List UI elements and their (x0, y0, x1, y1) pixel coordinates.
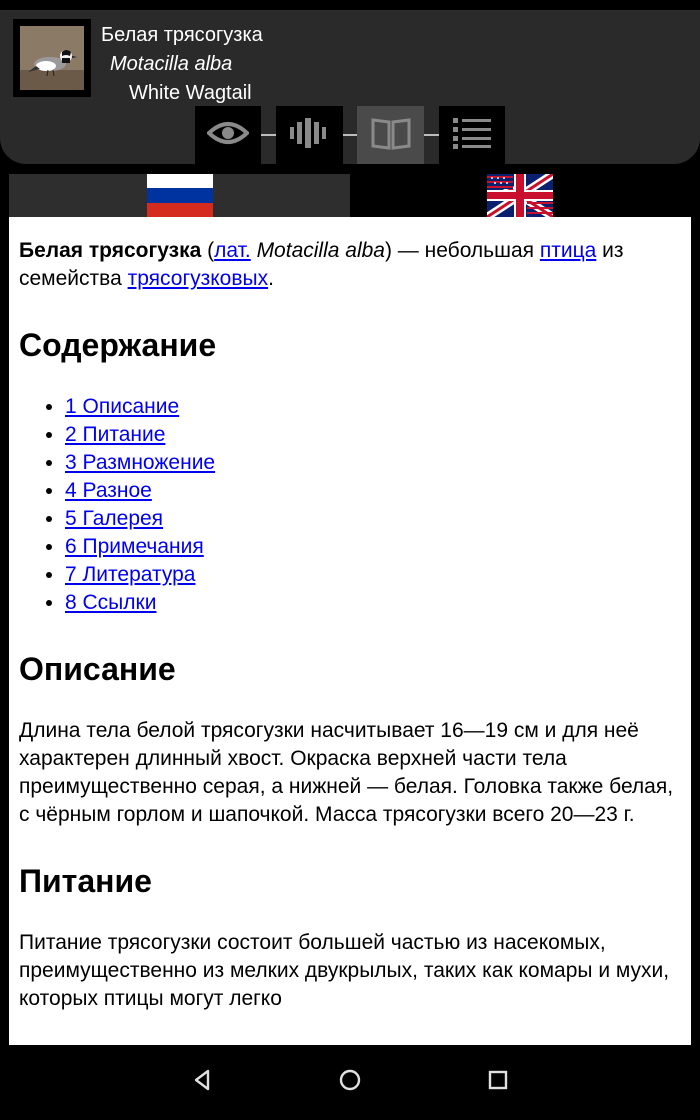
uk-flag-icon (487, 174, 553, 217)
article-content[interactable] (9, 217, 691, 1045)
list-icon (451, 116, 493, 155)
toc-item (65, 477, 681, 505)
toc-item (65, 449, 681, 477)
tab-language-ru[interactable] (9, 174, 350, 217)
species-name-ru: Белая трясогузка (101, 24, 263, 46)
toc-link-food[interactable]: 2 Питание (65, 423, 166, 446)
toc-item (65, 533, 681, 561)
food-heading: Питание (19, 863, 152, 899)
toc-link-description[interactable]: 1 Описание (65, 395, 180, 418)
mode-separator (424, 134, 439, 136)
recents-button[interactable] (424, 1045, 572, 1120)
toc-link-notes[interactable]: 6 Примечания (65, 535, 204, 558)
sound-mode-button[interactable] (276, 106, 342, 164)
table-of-contents (19, 393, 681, 617)
home-circle-icon (338, 1068, 362, 1097)
intro-text: из семейства (19, 239, 624, 290)
description-heading: Описание (19, 651, 176, 687)
intro-text: . (268, 267, 274, 290)
toc-link-literature[interactable]: 7 Литература (65, 563, 196, 586)
toc-item (65, 421, 681, 449)
article-intro (19, 237, 681, 293)
bird-link[interactable]: птица (539, 239, 597, 262)
toc-link-gallery[interactable]: 5 Галерея (65, 507, 164, 530)
view-mode-button[interactable] (195, 106, 261, 164)
intro-bold-title: Белая трясогузка (19, 239, 202, 262)
bird-photo (20, 26, 84, 90)
food-paragraph: Питание трясогузки состоит большей частью из насекомых, преимущественно из мелких двукрылых, таких как комары и мухи, которых птицы могут легко (19, 931, 670, 1010)
intro-text: ) — небольшая (384, 239, 535, 262)
intro-text: ( (207, 239, 215, 262)
sound-icon (288, 118, 330, 153)
russia-flag-icon (147, 174, 213, 217)
system-navigation-bar (0, 1045, 700, 1120)
article-mode-button[interactable] (357, 106, 423, 164)
toc-link-misc[interactable]: 4 Разное (65, 479, 152, 502)
species-name-en: White Wagtail (129, 82, 252, 104)
home-button[interactable] (276, 1045, 424, 1120)
list-mode-button[interactable] (439, 106, 505, 164)
language-tabs (9, 174, 691, 217)
back-button[interactable] (128, 1045, 276, 1120)
latin-link[interactable]: лат. (214, 239, 251, 262)
status-bar (0, 0, 700, 10)
species-header (0, 10, 700, 164)
toc-item (65, 589, 681, 617)
mode-separator (343, 134, 358, 136)
description-paragraph: Длина тела белой трясогузки насчитывает 16—19 см и для неё характерен длинный хвост. Окраска верхней части тела преимущественно серая, а нижней — белая. Головка также белая, с чёрным горлом и шапочкой. Масса трясогузки всего 20—23 г. (19, 719, 674, 826)
back-triangle-icon (191, 1069, 213, 1096)
recents-square-icon (487, 1069, 509, 1096)
toc-item (65, 505, 681, 533)
species-thumbnail[interactable] (13, 19, 91, 97)
toc-item (65, 561, 681, 589)
book-icon (370, 116, 412, 155)
toc-link-links[interactable]: 8 Ссылки (65, 591, 157, 614)
intro-latin-name: Motacilla alba (256, 239, 385, 262)
eye-icon (207, 119, 249, 152)
species-name-latin: Motacilla alba (110, 53, 233, 75)
toc-heading: Содержание (19, 327, 217, 363)
family-link[interactable]: трясогузковых (127, 267, 269, 290)
toc-item (65, 393, 681, 421)
toc-link-breeding[interactable]: 3 Размножение (65, 451, 216, 474)
mode-separator (261, 134, 276, 136)
tab-language-en[interactable] (350, 174, 691, 217)
mode-switcher (195, 106, 505, 164)
